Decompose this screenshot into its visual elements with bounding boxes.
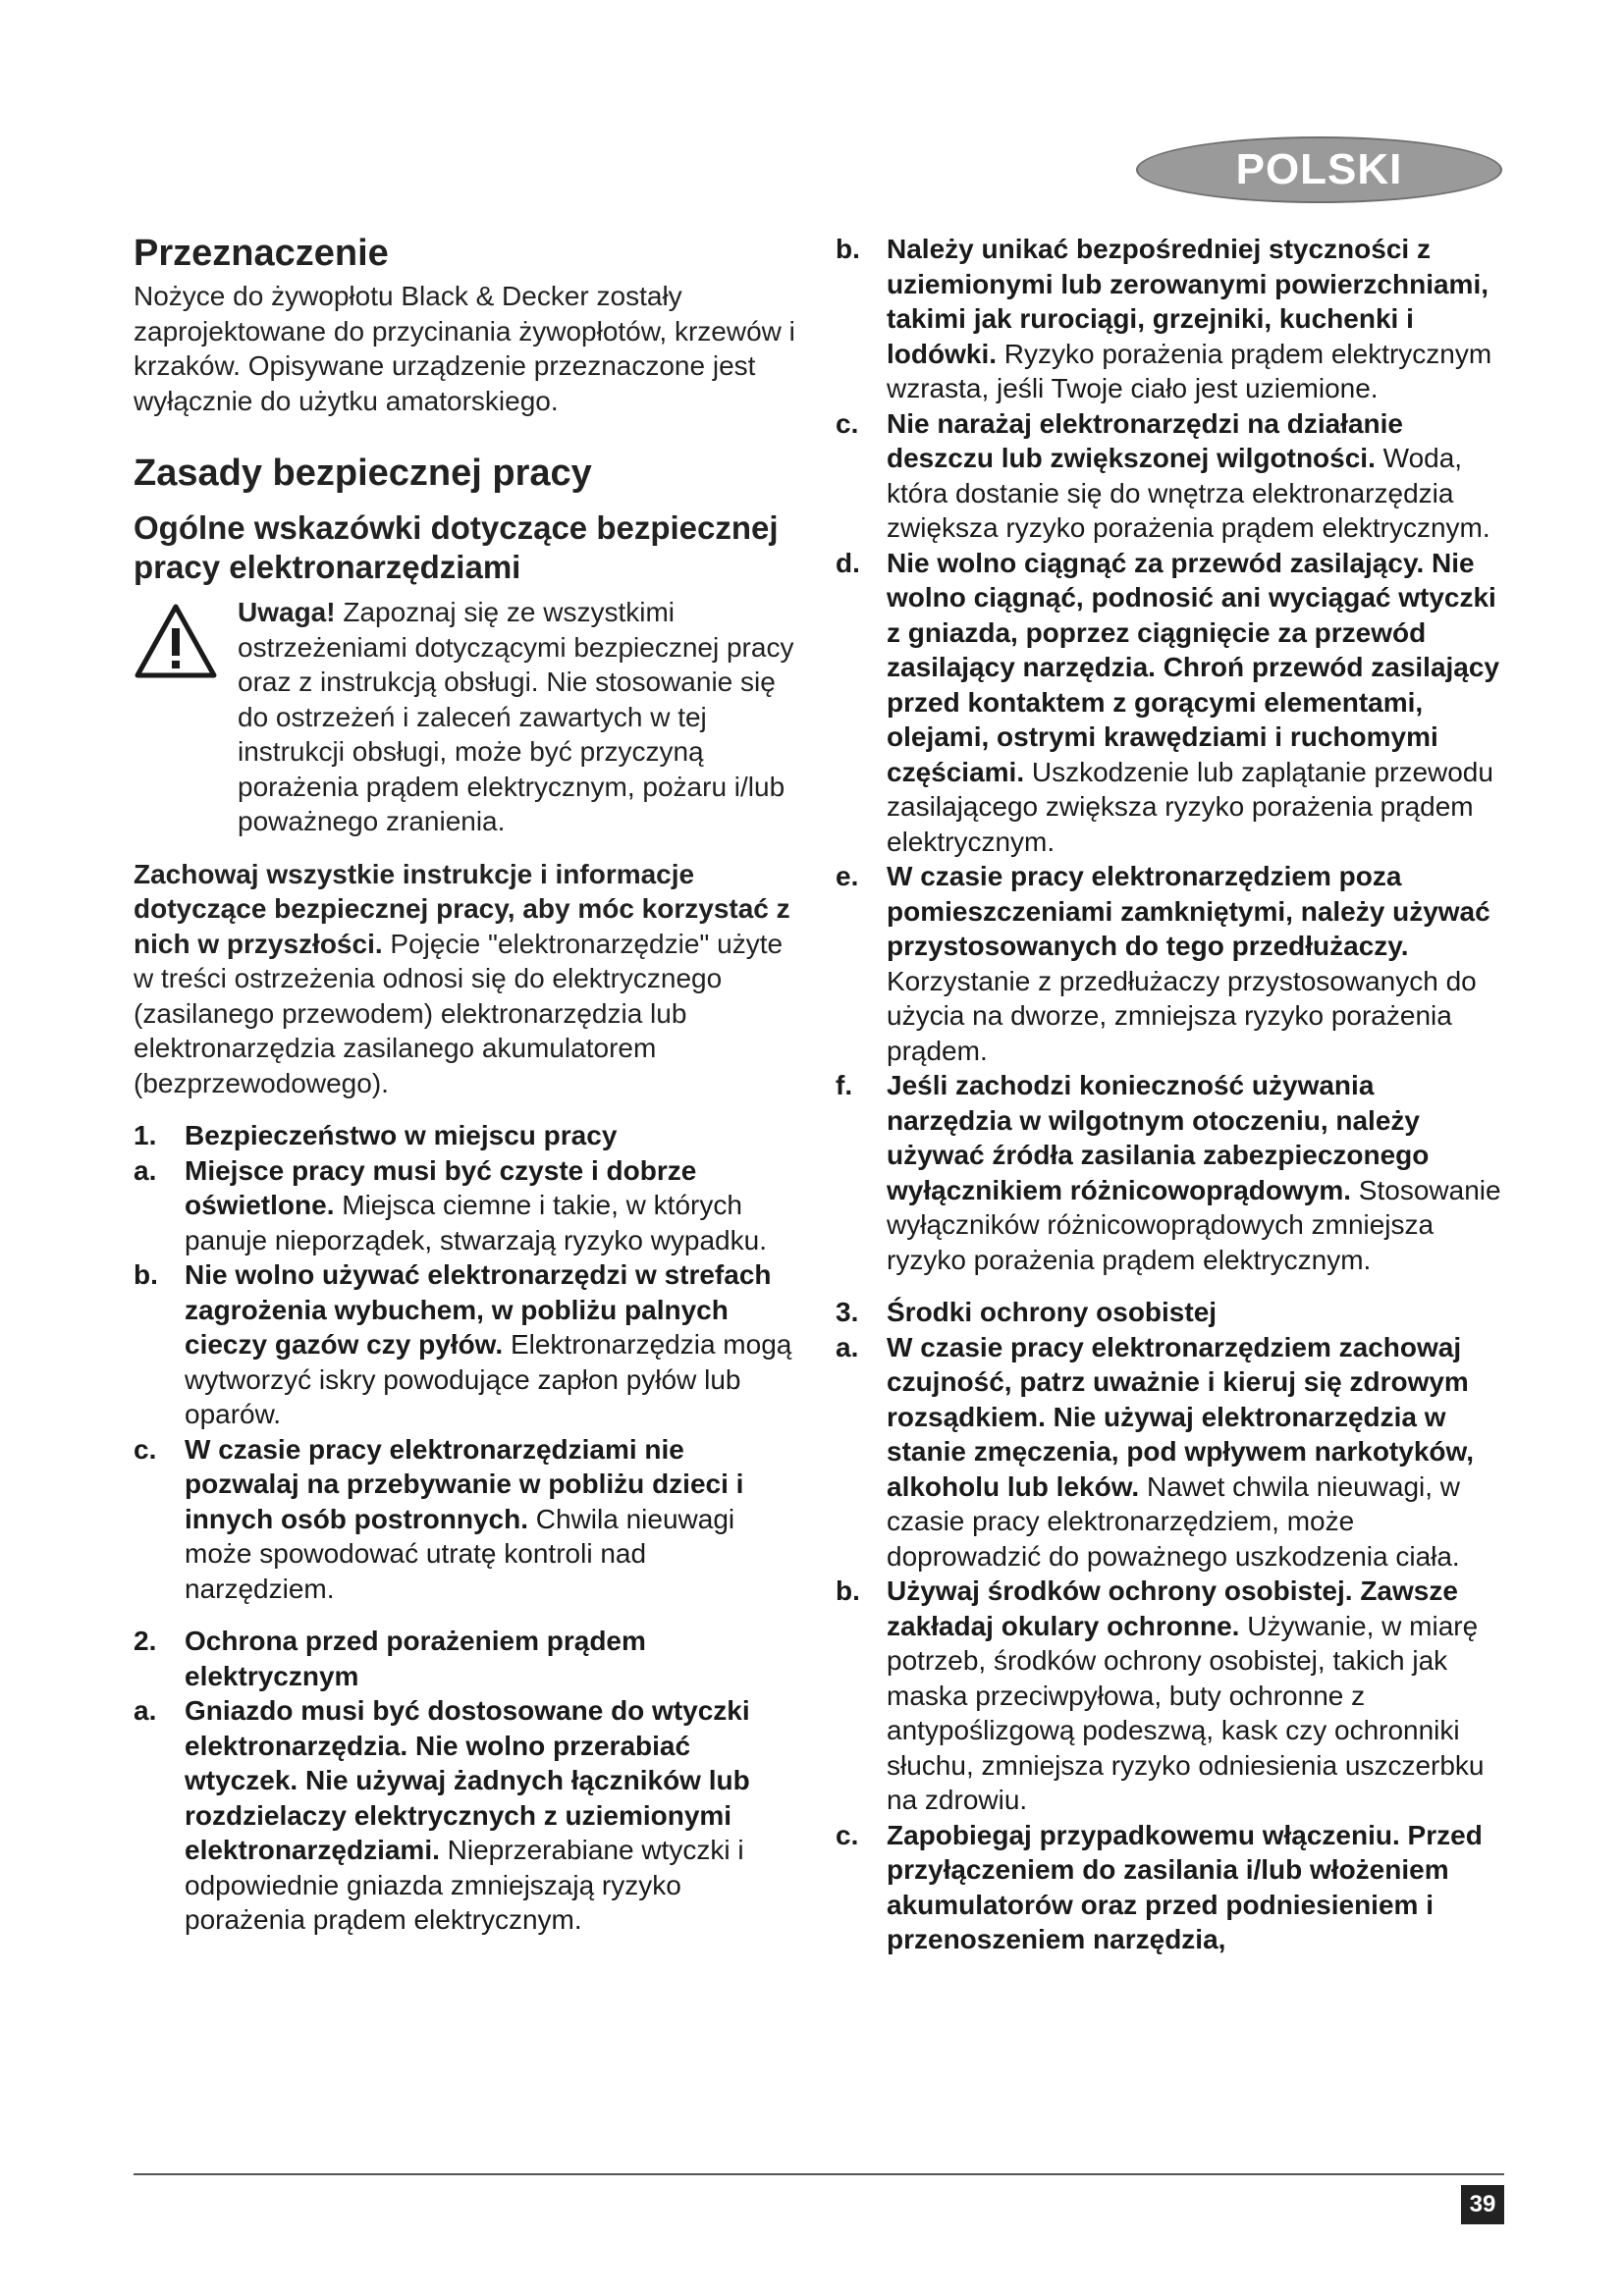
- section-2-number: 2.: [134, 1626, 157, 1656]
- section-3-number: 3.: [836, 1297, 859, 1327]
- section-3-item-c: [836, 1818, 1503, 1957]
- item-label: c.: [836, 407, 859, 439]
- warning-text: [238, 595, 801, 839]
- right-column: [836, 232, 1503, 1957]
- item-bold: Należy unikać bezpośredniej styczności z uziemionymi lub zerowanymi powierzchniami, takimi jak rurociągi, grzejniki, kuchenki i lodówki.: [887, 234, 1489, 369]
- item-label: c.: [134, 1433, 157, 1465]
- section-2-item-a: [134, 1693, 801, 1938]
- section-2-item-f: [836, 1068, 1503, 1277]
- item-label: a.: [134, 1695, 157, 1726]
- section-3-heading: [836, 1295, 1503, 1330]
- section-2-title: Ochrona przed porażeniem prądem elektrycznym: [185, 1626, 646, 1691]
- safety-title: Zasady bezpiecznej pracy: [134, 453, 592, 494]
- item-text: Korzystanie z przedłużaczy przystosowanych do użycia na dworze, zmniejsza ryzyko porażenia prądem.: [887, 965, 1477, 1066]
- section-1-item-b: [134, 1257, 801, 1432]
- section-1-heading: [134, 1118, 801, 1153]
- section-2-item-b: [836, 232, 1503, 406]
- section-1-title: Bezpieczeństwo w miejscu pracy: [185, 1120, 618, 1150]
- keep-instructions-text: Pojęcie "elektronarzędzie" użyte w treści ostrzeżenia odnosi się do elektrycznego (zasilanego przewodem) elektronarzędzia lub elektronarzędzia zasilanego akumulatorem (bezprzewodowego).: [134, 928, 784, 1098]
- item-label: c.: [836, 1819, 859, 1850]
- section-2-item-e: [836, 859, 1503, 1068]
- item-bold: W czasie pracy elektronarzędziami nie pozwalaj na przebywanie w pobliżu dzieci i innych osób postronnych.: [185, 1433, 744, 1534]
- section-2-item-c: [836, 406, 1503, 546]
- item-bold: Nie narażaj elektronarzędzi na działanie deszczu lub zwiększonej wilgotności.: [887, 407, 1403, 473]
- item-bold: Gniazdo musi być dostosowane do wtyczki elektronarzędzia. Nie wolno przerabiać wtyczek. Nie używaj żadnych łączników lub rozdzielaczy elektrycznych z uziemionymi elektronarzędziami.: [185, 1695, 750, 1865]
- item-bold: W czasie pracy elektronarzędziem zachowaj czujność, patrz uważnie i kieruj się zdrowym rozsądkiem. Nie używaj elektronarzędzia w stanie zmęczenia, pod wpływem narkotyków, alkoholu lub leków.: [887, 1331, 1475, 1502]
- warning-label: Uwaga!: [238, 597, 336, 627]
- warning-body: Zapoznaj się ze wszystkimi ostrzeżeniami dotyczącymi bezpiecznej pracy oraz z instrukcją obsługi. Nie stosowanie się do ostrzeżeń i zaleceń zawartych w tej instrukcji obsługi, może być przyczyną porażenia prądem elektrycznym, pożaru i/lub poważnego zranienia.: [238, 597, 794, 836]
- item-text: Elektronarzędzia mogą wytworzyć iskry powodujące zapłon pyłów lub oparów.: [185, 1329, 792, 1429]
- item-label: a.: [134, 1154, 157, 1186]
- item-text: Chwila nieuwagi może spowodować utratę kontroli nad narzędziem.: [185, 1503, 735, 1604]
- item-bold: Nie wolno używać elektronarzędzi w strefach zagrożenia wybuchem, w pobliżu palnych cieczy gazów czy pyłów.: [185, 1259, 772, 1360]
- item-label: d.: [836, 547, 860, 578]
- item-bold: Używaj środków ochrony osobistej. Zawsze zakładaj okulary ochronne.: [887, 1575, 1458, 1641]
- item-text: Nieprzerabiane wtyczki i odpowiednie gniazda zmniejszają ryzyko porażenia prądem elektrycznym.: [185, 1835, 744, 1935]
- item-text: Stosowanie wyłączników różnicowoprądowych zmniejsza ryzyko porażenia prądem elektrycznym.: [887, 1174, 1501, 1275]
- section-1-item-a: [134, 1153, 801, 1258]
- item-text: Woda, która dostanie się do wnętrza elektronarzędzia zwiększa ryzyko porażenia prądem elektrycznym.: [887, 443, 1490, 543]
- keep-instructions: [134, 857, 801, 1101]
- item-label: a.: [836, 1331, 859, 1362]
- item-bold: Nie wolno ciągnąć za przewód zasilający. Nie wolno ciągnąć, podnosić ani wyciągać wtyczki z gniazda, poprzez ciągnięcie za przewód zasilający narzędzia. Chroń przewód zasilający przed kontaktem z gorącymi elementami, olejami, ostrymi krawędziami i ruchomymi częściami.: [887, 547, 1500, 787]
- left-column: [134, 232, 801, 1938]
- item-label: b.: [134, 1259, 158, 1290]
- footer-divider: [134, 2173, 1504, 2175]
- section-1-number: 1.: [134, 1120, 157, 1150]
- item-text: Nawet chwila nieuwagi, w czasie pracy elektronarzędziem, może doprowadzić do poważnego uszkodzenia ciała.: [887, 1470, 1461, 1572]
- item-text: Ryzyko porażenia prądem elektrycznym wzrasta, jeśli Twoje ciało jest uziemione.: [887, 338, 1492, 403]
- warning-triangle-icon: [134, 603, 218, 679]
- item-label: b.: [836, 1575, 860, 1606]
- warning-block: [134, 595, 801, 839]
- section-2-heading: [134, 1624, 801, 1693]
- item-bold: Miejsce pracy musi być czyste i dobrze oświetlone.: [185, 1154, 697, 1220]
- section-2-item-d: [836, 546, 1503, 860]
- section-3-item-b: [836, 1574, 1503, 1818]
- item-text: Uszkodzenie lub zaplątanie przewodu zasilającego zwiększa ryzyko porażenia prądem elektrycznym.: [887, 756, 1493, 857]
- item-bold: Zapobiegaj przypadkowemu włączeniu. Przed przyłączeniem do zasilania i/lub włożeniem akumulatorów oraz przed podniesieniem i przenoszeniem narzędzia,: [887, 1819, 1483, 1954]
- item-text: Miejsca ciemne i takie, w których panuje nieporządek, stwarzają ryzyko wypadku.: [185, 1190, 767, 1255]
- language-badge: POLSKI: [1136, 136, 1502, 203]
- page-number: 39: [1461, 2185, 1504, 2224]
- section-3-item-a: [836, 1330, 1503, 1575]
- item-label: b.: [836, 234, 860, 264]
- item-label: e.: [836, 861, 859, 891]
- intended-use-text: Nożyce do żywopłotu Black & Decker zostały zaprojektowane do przycinania żywopłotów, krzewów i krzaków. Opisywane urządzenie przeznaczone jest wyłącznie do użytku amatorskiego.: [134, 281, 795, 416]
- section-3-title: Środki ochrony osobistej: [887, 1297, 1218, 1327]
- item-label: f.: [836, 1070, 853, 1100]
- item-text: Używanie, w miarę potrzeb, środków ochrony osobistej, takich jak maska przeciwpyłowa, buty ochronne z antypoślizgową podeszwą, kask czy ochronniki słuchu, zmniejsza ryzyko odniesienia uszczerbku na zdrowiu.: [887, 1610, 1485, 1815]
- keep-instructions-bold: Zachowaj wszystkie instrukcje i informacje dotyczące bezpiecznej pracy, aby móc korzystać z nich w przyszłości.: [134, 858, 790, 959]
- intended-use-title: Przeznaczenie: [134, 233, 389, 274]
- section-1-item-c: [134, 1432, 801, 1607]
- item-bold: W czasie pracy elektronarzędziem poza pomieszczeniami zamkniętymi, należy używać przystosowanych do tego przedłużaczy.: [887, 861, 1490, 961]
- item-bold: Jeśli zachodzi konieczność używania narzędzia w wilgotnym otoczeniu, należy używać źródła zasilania zabezpieczonego wyłącznikiem różnicowoprądowym.: [887, 1070, 1430, 1205]
- safety-subtitle: Ogólne wskazówki dotyczące bezpiecznej pracy elektronarzędziami: [134, 509, 779, 585]
